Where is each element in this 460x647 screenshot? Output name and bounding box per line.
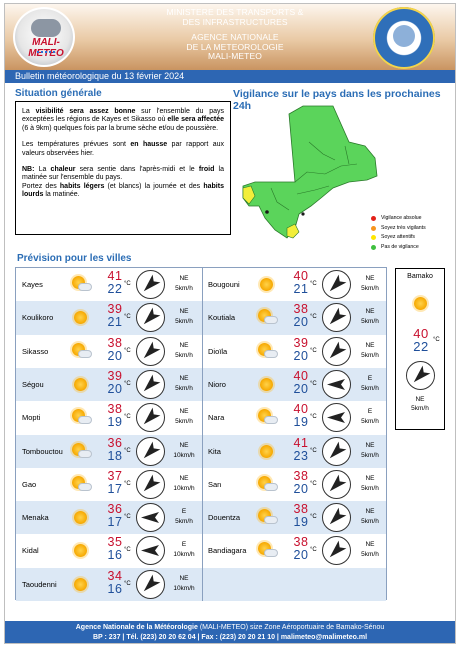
max-temp: 38 [107, 335, 123, 350]
wind-info [350, 274, 390, 294]
min-temp: 16 [107, 548, 123, 563]
wind-info [164, 274, 204, 294]
wind-speed: 5km/h [175, 518, 193, 526]
weather-icon [258, 476, 276, 493]
rain-drops-icon [37, 51, 55, 59]
ministry-line-1: MINISTERE DES TRANSPORTS & [166, 7, 304, 17]
wind-direction: NE [179, 308, 189, 316]
city-name: Mopti [22, 413, 41, 423]
wind-direction: NE [179, 408, 189, 416]
max-temp: 36 [107, 435, 123, 450]
wind-direction: NE [365, 341, 375, 349]
city-forecast-row [202, 368, 388, 401]
temp-unit: °C [310, 347, 317, 354]
city-name: Tombouctou [22, 446, 63, 456]
weather-icon [72, 309, 90, 326]
agency-line-1: AGENCE NATIONALE [191, 32, 279, 42]
wind-info [164, 474, 204, 494]
wind-speed: 5km/h [175, 285, 193, 292]
wind-direction: NE [365, 474, 375, 482]
city-name: Koutiala [208, 313, 236, 323]
wind-direction: NE [365, 541, 375, 549]
min-temp: 20 [293, 348, 309, 363]
wind-direction: NE [365, 275, 375, 282]
weather-icon [258, 509, 276, 526]
footer-bar [5, 621, 455, 644]
wind-info [350, 407, 390, 427]
situation-heading: Situation générale [15, 88, 102, 99]
city-name: Menaka [22, 513, 49, 523]
max-temp: 40 [293, 269, 309, 283]
wind-direction-icon [136, 536, 165, 565]
city-name: Kayes [22, 280, 43, 289]
bulletin-title: Bulletin météorologique du 13 février 2024 [5, 70, 455, 83]
wind-speed: 10km/h [173, 451, 195, 459]
sun-icon [74, 311, 87, 324]
temp-unit: °C [310, 480, 317, 487]
city-name: Gao [22, 479, 37, 489]
weather-icon [72, 343, 90, 360]
wind-direction-icon [136, 470, 165, 499]
wind-direction-icon [322, 270, 351, 299]
wind-direction-icon [136, 370, 165, 399]
city-forecast-row [202, 501, 388, 534]
max-temp: 40 [293, 368, 309, 383]
temp-unit: °C [124, 281, 131, 287]
legend-item [371, 243, 426, 253]
wind-speed: 5km/h [175, 384, 193, 392]
weather-icon [258, 443, 276, 460]
cloud-icon [78, 483, 92, 491]
wind-info [350, 374, 390, 394]
wind-info [350, 341, 390, 361]
sun-icon [414, 297, 427, 310]
wind-speed: 5km/h [175, 318, 193, 326]
wind-direction-icon [136, 303, 165, 332]
republic-seal-logo [373, 7, 435, 69]
max-temp: 35 [107, 535, 123, 550]
temp-unit: °C [433, 337, 440, 343]
wind-direction-icon [322, 403, 351, 432]
city-forecast-row [16, 335, 202, 368]
wind-info [164, 374, 204, 394]
wind-direction: NE [179, 474, 189, 482]
cloud-icon [78, 416, 92, 424]
header-text [155, 8, 315, 62]
city-name: Bandiagara [208, 546, 247, 556]
cloud-icon [264, 483, 278, 491]
legend-dot-icon [371, 226, 376, 231]
bamako-wind: NE 5km/h [411, 396, 429, 412]
wind-speed: 5km/h [361, 551, 379, 559]
legend-item [371, 224, 426, 234]
sun-icon [260, 278, 273, 291]
temp-unit: °C [124, 380, 131, 387]
wind-direction-icon [136, 437, 165, 466]
wind-direction: E [367, 374, 373, 382]
legend-label: Soyez très vigilants [381, 224, 426, 231]
min-temp: 21 [107, 315, 123, 330]
bamako-forecast-card [395, 268, 445, 430]
wind-direction-icon [136, 503, 165, 532]
legend-label: Pas de vigilance [381, 243, 419, 250]
wind-speed: 5km/h [361, 351, 379, 359]
min-temp: 20 [107, 348, 123, 363]
city-forecast-row [16, 534, 202, 567]
mali-meteo-logo [13, 7, 75, 67]
wind-direction-icon [322, 470, 351, 499]
city-forecast-row [202, 435, 388, 468]
wind-direction: NE [179, 374, 189, 382]
wind-speed: 10km/h [173, 551, 195, 559]
wind-info [350, 540, 390, 560]
temp-unit: °C [124, 314, 131, 321]
city-forecast-row [202, 301, 388, 334]
wind-info [164, 407, 204, 427]
min-temp: 20 [293, 381, 309, 396]
temp-unit: °C [124, 447, 131, 454]
wind-speed: 5km/h [361, 418, 379, 426]
cloud-icon [264, 350, 278, 358]
bamako-min-temp: 22 [413, 339, 429, 354]
ministry-line-2: DES INFRASTRUCTURES [182, 16, 288, 27]
wind-info [350, 307, 390, 327]
wind-speed: 5km/h [361, 318, 379, 326]
min-temp: 19 [293, 515, 309, 530]
city-name: Nioro [208, 379, 226, 389]
situation-note: NB: La chaleur sera sentie dans l'après-midi et le froid la matinée sur l'ensemble du pays. Portez des habits légers (et blancs) la journée et des habits lourds la matinée. [22, 166, 224, 199]
temp-unit: °C [310, 314, 317, 321]
city-forecast-row [16, 435, 202, 468]
situation-visibility: La visibilité sera assez bonne sur l'ensemble du pays exceptées les régions de Kayes et Sikasso où elle sera affectée (6 à 9km) quelques fois par la brume sèche et/ou de poussière. [22, 108, 224, 132]
city-forecast-row [16, 368, 202, 401]
temp-unit: °C [124, 347, 131, 354]
weather-icon [258, 376, 276, 393]
min-temp: 20 [293, 315, 309, 330]
wind-info [164, 341, 204, 361]
wind-direction: NE [179, 441, 189, 449]
city-forecast-row [16, 301, 202, 334]
wind-direction: NE [365, 308, 375, 316]
wind-direction-icon [322, 437, 351, 466]
wind-direction-icon [136, 270, 165, 299]
wind-direction-icon [322, 503, 351, 532]
min-temp: 19 [107, 415, 123, 430]
footer-address: Agence Nationale de la Météorologie (MALI-METEO) size Zone Aéroportuaire de Bamako-Sénou [75, 624, 385, 631]
header-banner [5, 4, 455, 70]
wind-direction-icon [136, 403, 165, 432]
wind-speed: 5km/h [175, 418, 193, 426]
max-temp: 38 [293, 302, 309, 317]
city-forecast-row [202, 268, 388, 301]
temp-unit: °C [310, 514, 317, 521]
city-forecast-row [202, 335, 388, 368]
min-temp: 18 [107, 448, 123, 463]
max-temp: 41 [107, 269, 123, 283]
city-forecast-row [202, 401, 388, 434]
city-forecast-row [16, 401, 202, 434]
wind-info [164, 540, 204, 560]
logo-text: MALI-METEO [28, 37, 64, 59]
temp-unit: °C [124, 547, 131, 554]
city-name: Sikasso [22, 346, 49, 356]
city-forecast-row [16, 468, 202, 501]
min-temp: 20 [293, 481, 309, 496]
bamako-city-name: Bamako [407, 273, 433, 280]
max-temp: 38 [293, 502, 309, 517]
max-temp: 37 [107, 468, 123, 483]
temp-unit: °C [310, 281, 317, 287]
min-temp: 16 [107, 581, 123, 596]
cloud-icon [264, 416, 278, 424]
city-forecast-row [202, 534, 388, 567]
max-temp: 40 [293, 402, 309, 417]
weather-icon [258, 309, 276, 326]
wind-info [164, 441, 204, 461]
wind-speed: 5km/h [361, 484, 379, 492]
wind-direction: E [367, 408, 373, 416]
max-temp: 38 [293, 535, 309, 550]
weather-icon [72, 542, 90, 559]
city-name: Bougouni [208, 280, 240, 289]
weather-icon [72, 576, 90, 593]
wind-info [350, 441, 390, 461]
cloud-icon [264, 516, 278, 524]
wind-direction: NE [179, 341, 189, 349]
legend-label: Soyez attentifs [381, 234, 416, 240]
city-name: Kita [208, 446, 221, 456]
legend-item [371, 214, 426, 224]
min-temp: 19 [293, 415, 309, 430]
city-forecast-row [202, 468, 388, 501]
wind-info [350, 507, 390, 527]
weather-icon [72, 376, 90, 393]
wind-direction-icon [322, 370, 351, 399]
wind-direction-icon [322, 536, 351, 565]
temp-unit: °C [310, 380, 317, 387]
agency-line-2: DE LA METEOROLOGIE [186, 41, 284, 52]
sun-icon [74, 544, 87, 557]
vigilance-map [237, 102, 387, 252]
wind-speed: 5km/h [361, 518, 379, 526]
vigilance-heading: Vigilance sur le pays dans les prochaines 24h [233, 88, 441, 112]
city-forecast-row [16, 501, 202, 534]
weather-icon [72, 476, 90, 493]
weather-icon [72, 443, 90, 460]
wind-direction: NE [179, 275, 189, 282]
wind-speed: 10km/h [173, 484, 195, 492]
weather-icon [258, 343, 276, 360]
temp-unit: °C [310, 547, 317, 554]
situation-box [15, 101, 231, 235]
cloud-icon [31, 19, 61, 37]
max-temp: 34 [107, 568, 123, 583]
wind-speed: 10km/h [173, 584, 195, 592]
max-temp: 39 [107, 302, 123, 317]
city-name: Kidal [22, 546, 39, 556]
wind-direction: E [181, 508, 187, 516]
temp-unit: °C [310, 447, 317, 454]
wind-direction: NE [365, 508, 375, 516]
max-temp: 39 [107, 368, 123, 383]
max-temp: 41 [293, 435, 309, 450]
min-temp: 23 [293, 448, 309, 463]
min-temp: 17 [107, 481, 123, 496]
wind-info [164, 307, 204, 327]
cloud-icon [264, 549, 278, 557]
cloud-icon [264, 316, 278, 324]
legend-dot-icon [371, 245, 376, 250]
wind-direction-icon [322, 337, 351, 366]
wind-speed: 5km/h [361, 384, 379, 392]
legend-dot-icon [371, 216, 376, 221]
min-temp: 20 [293, 548, 309, 563]
wind-info [164, 574, 204, 594]
temp-unit: °C [310, 414, 317, 421]
max-temp: 38 [107, 402, 123, 417]
footer-contact: BP : 237 | Tél. (223) 20 20 62 04 | Fax : (223) 20 20 21 10 | malimeteo@malimeteo.ml [92, 634, 368, 641]
max-temp: 36 [107, 502, 123, 517]
temp-unit: °C [124, 480, 131, 487]
forecast-table [15, 267, 387, 600]
wind-direction: NE [179, 574, 189, 582]
city-forecast-row [16, 568, 202, 601]
bamako-max-temp: 40 [413, 326, 429, 341]
forecast-heading: Prévision pour les villes [17, 253, 132, 264]
legend-label: Vigilance absolue [381, 215, 422, 221]
wind-direction: NE [365, 441, 375, 449]
vigilance-legend [371, 214, 426, 252]
wind-speed: 5km/h [175, 351, 193, 359]
weather-icon [72, 509, 90, 526]
cloud-icon [78, 350, 92, 358]
weather-icon [72, 409, 90, 426]
sun-icon [74, 378, 87, 391]
wind-speed: 5km/h [361, 285, 379, 292]
agency-line-3: MALI-METEO [208, 51, 262, 61]
min-temp: 22 [107, 282, 123, 296]
max-temp: 38 [293, 468, 309, 483]
city-name: Nara [208, 413, 225, 423]
min-temp: 17 [107, 515, 123, 530]
weather-icon [258, 542, 276, 559]
cloud-icon [78, 450, 92, 458]
wind-direction-icon [136, 337, 165, 366]
city-name: Taoudenni [22, 579, 57, 589]
legend-dot-icon [371, 235, 376, 240]
sun-icon [74, 578, 87, 591]
temp-unit: °C [124, 580, 131, 587]
city-name: San [208, 479, 222, 489]
sun-icon [74, 511, 87, 524]
temp-unit: °C [124, 514, 131, 521]
situation-temperatures: Les températures prévues sont en hausse par rapport aux valeurs observées hier. [22, 141, 224, 157]
city-name: Ségou [22, 379, 44, 389]
weather-icon [258, 276, 276, 293]
city-name: Dioïla [208, 346, 228, 356]
temp-unit: °C [124, 414, 131, 421]
wind-speed: 5km/h [361, 451, 379, 459]
city-name: Koulikoro [22, 313, 54, 323]
cloud-icon [78, 283, 92, 291]
city-name: Douentza [208, 513, 241, 523]
wind-direction-icon [322, 303, 351, 332]
wind-direction-icon [136, 570, 165, 599]
weather-icon [258, 409, 276, 426]
min-temp: 20 [107, 381, 123, 396]
weather-icon [72, 276, 90, 293]
sun-icon [260, 378, 273, 391]
legend-item [371, 233, 426, 243]
wind-direction: E [181, 541, 187, 549]
max-temp: 39 [293, 335, 309, 350]
wind-info [350, 474, 390, 494]
wind-info [164, 507, 204, 527]
wind-direction-icon [406, 361, 435, 390]
bulletin-page [4, 3, 456, 644]
sun-icon [260, 445, 273, 458]
city-forecast-row [16, 268, 202, 301]
min-temp: 21 [293, 282, 309, 296]
